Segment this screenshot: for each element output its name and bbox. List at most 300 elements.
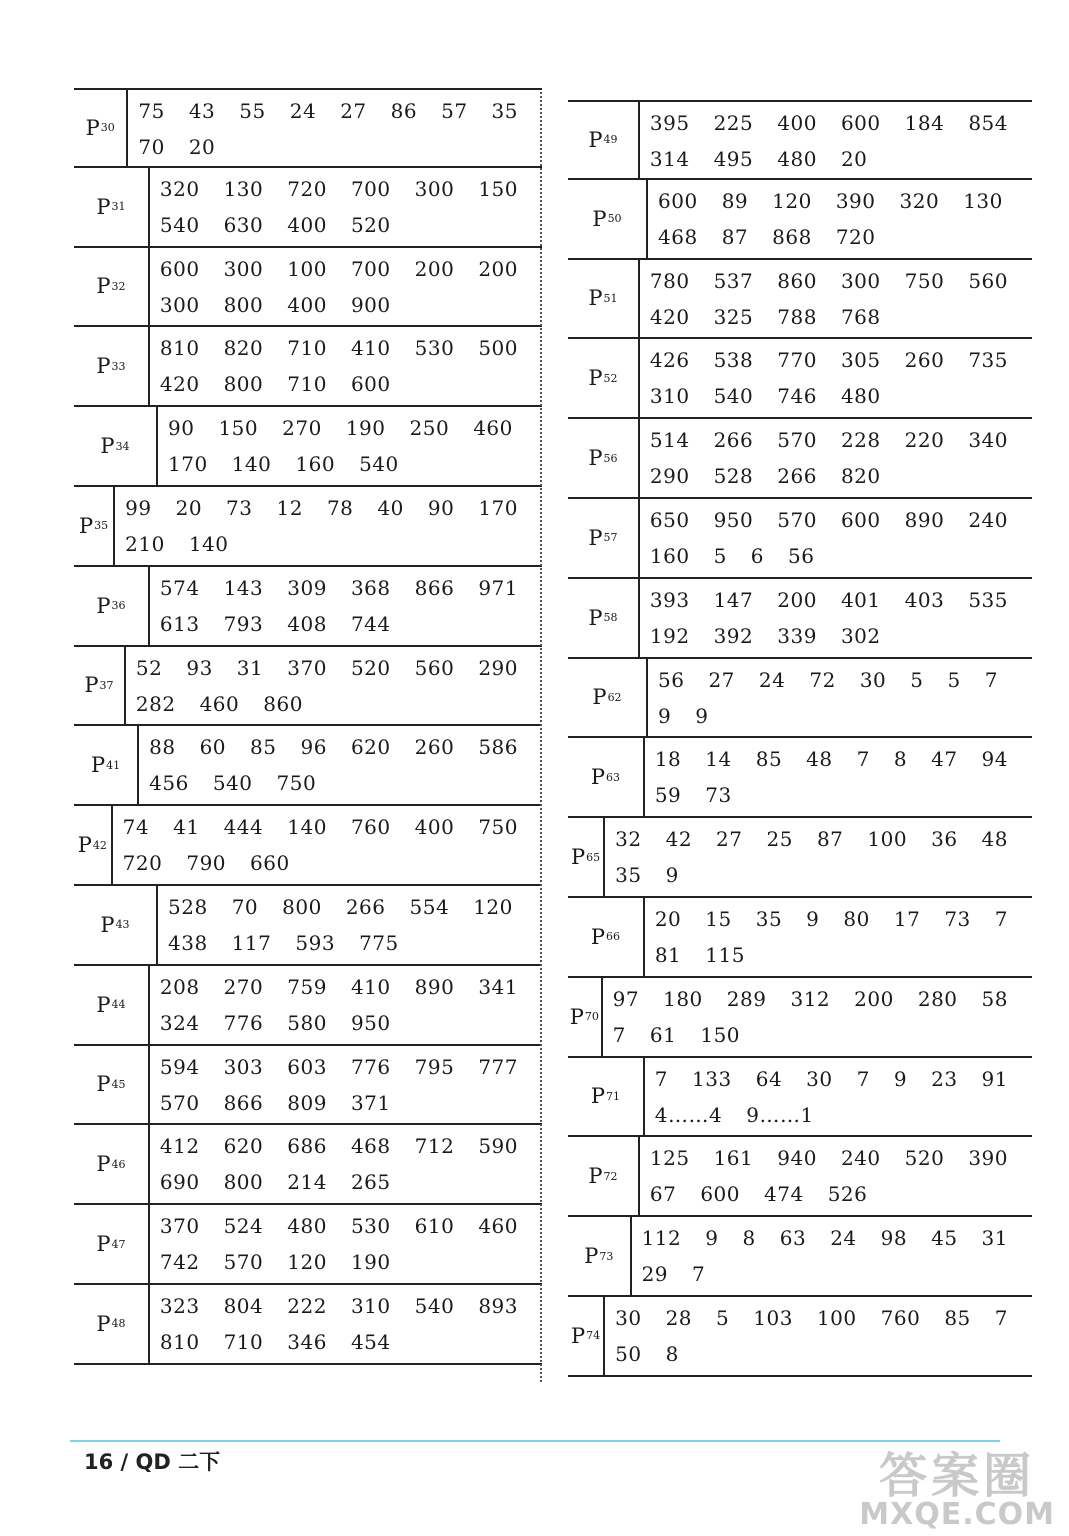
answer-value: 468 [350, 1134, 391, 1159]
answer-value: 208 [159, 974, 200, 999]
answer-value: 9 [658, 703, 672, 728]
answer-row [568, 180, 1032, 260]
answer-value: 282 [135, 691, 176, 716]
page-label [74, 886, 158, 964]
answer-value: 7 [654, 1066, 669, 1091]
answer-value: 320 [159, 176, 200, 201]
answer-values [150, 327, 542, 405]
answer-value: 266 [713, 428, 754, 453]
answer-value: 290 [478, 655, 518, 680]
answer-value: 150 [218, 416, 259, 441]
answer-value: 320 [899, 188, 940, 213]
answer-value: 97 [612, 986, 640, 1011]
answer-value: 200 [854, 986, 894, 1011]
answer-value: 650 [649, 507, 690, 532]
answer-value: 4……4 [654, 1102, 723, 1127]
answer-value: 25 [766, 827, 793, 852]
answer-value: 526 [827, 1182, 868, 1207]
answer-row [74, 1046, 542, 1126]
page-number: 63 [605, 770, 620, 784]
page-label [74, 1205, 150, 1283]
answer-value: 7 [994, 1305, 1008, 1330]
answer-line [123, 848, 542, 884]
answer-value: 200 [478, 256, 518, 281]
answer-value: 20 [654, 906, 682, 931]
answer-value: 540 [159, 212, 200, 237]
answer-value: 323 [159, 1293, 200, 1318]
answer-value: 91 [981, 1066, 1008, 1091]
page-label [568, 339, 640, 417]
answer-value: 28 [665, 1305, 693, 1330]
page-prefix: P [96, 354, 111, 379]
answer-row [568, 818, 1032, 898]
answer-value: 500 [478, 336, 518, 361]
answer-line [160, 290, 542, 326]
answer-value: 47 [931, 747, 958, 772]
answer-value: 35 [615, 863, 642, 888]
answer-row [74, 248, 542, 328]
answer-value: 710 [223, 1329, 264, 1354]
answer-value: 300 [414, 176, 455, 201]
answer-value: 793 [223, 611, 264, 636]
watermark-logo [859, 1448, 1055, 1532]
answer-line [650, 585, 1032, 621]
answer-value: 24 [289, 99, 317, 123]
page-label [568, 1217, 632, 1295]
answer-value: 403 [904, 587, 945, 612]
answer-value: 686 [287, 1134, 327, 1159]
answer-values [150, 567, 542, 645]
answer-value: 85 [944, 1305, 971, 1330]
answer-line [160, 369, 542, 405]
page-number: 45 [111, 1077, 126, 1091]
answer-line [615, 1303, 1032, 1339]
answer-line [149, 768, 542, 804]
answer-value: 401 [840, 587, 881, 612]
answer-table-right [568, 100, 1032, 1377]
column-divider [540, 92, 542, 1382]
answer-row [568, 659, 1032, 739]
answer-value: 800 [223, 292, 264, 317]
page-number: 52 [603, 371, 618, 385]
page-number: 49 [603, 133, 618, 147]
answer-line [658, 701, 1032, 737]
answer-value: 370 [287, 655, 327, 680]
page-number: 33 [111, 359, 126, 373]
answer-value: 750 [276, 771, 317, 796]
page-prefix: P [96, 1311, 111, 1336]
answer-value: 750 [904, 268, 945, 293]
page-prefix: P [96, 274, 111, 299]
answer-value: 890 [414, 974, 455, 999]
answer-value: 58 [981, 986, 1008, 1011]
answer-value: 140 [287, 815, 327, 840]
page-number: 46 [111, 1157, 126, 1171]
answer-value: 302 [840, 623, 881, 648]
answer-value: 590 [478, 1134, 518, 1159]
answer-value: 540 [414, 1293, 455, 1318]
answer-line [650, 621, 1032, 657]
page-label [568, 818, 605, 896]
answer-values [605, 818, 1032, 896]
answer-values [648, 180, 1032, 258]
answer-value: 810 [159, 336, 200, 361]
answer-row [74, 1285, 542, 1365]
answer-value: 15 [705, 906, 732, 931]
page-prefix: P [588, 446, 603, 471]
answer-value: 600 [840, 507, 881, 532]
answer-line [160, 254, 542, 290]
answer-row [74, 886, 542, 966]
answer-value: 57 [441, 99, 468, 123]
answer-value: 593 [295, 930, 336, 955]
answer-value: 64 [755, 1066, 783, 1091]
answer-line [650, 461, 1032, 497]
answer-line [650, 1143, 1032, 1179]
answer-value: 5 [716, 1305, 730, 1330]
answer-value: 710 [287, 372, 327, 397]
page-prefix: P [588, 1164, 603, 1189]
answer-value: 535 [968, 587, 1008, 612]
page-prefix: P [588, 605, 603, 630]
page-label [74, 1285, 150, 1363]
answer-value: 100 [867, 827, 908, 852]
answer-value: 610 [414, 1214, 455, 1239]
answer-line [160, 1008, 542, 1044]
answer-row [74, 88, 542, 168]
page-label [74, 1046, 150, 1124]
answer-value: 7 [984, 667, 998, 692]
answer-values [150, 1205, 542, 1283]
page-prefix: P [96, 992, 111, 1017]
answer-value: 866 [414, 575, 455, 600]
page-number: 51 [603, 291, 618, 305]
answer-value: 305 [840, 348, 881, 373]
page-label [568, 499, 640, 577]
page-prefix: P [588, 127, 603, 152]
answer-line [655, 744, 1032, 780]
answer-value: 40 [377, 495, 404, 520]
answer-value: 170 [168, 452, 208, 477]
answer-value: 250 [409, 416, 450, 441]
answer-value: 8 [742, 1226, 756, 1251]
answer-value: 950 [350, 1010, 391, 1035]
answer-value: 514 [649, 428, 690, 453]
answer-value: 240 [840, 1146, 881, 1171]
answer-value: 120 [287, 1250, 327, 1275]
answer-value: 30 [615, 1305, 642, 1330]
answer-value: 408 [287, 611, 327, 636]
answer-value: 27 [716, 827, 743, 852]
answer-value: 454 [350, 1329, 391, 1354]
answer-value: 780 [649, 268, 690, 293]
answer-value: 309 [287, 575, 327, 600]
page-label [568, 579, 640, 657]
answer-value: 760 [880, 1305, 921, 1330]
answer-value: 520 [350, 212, 391, 237]
answer-value: 260 [904, 348, 945, 373]
answer-values [640, 499, 1032, 577]
page-number: 42 [92, 838, 107, 852]
answer-value: 759 [287, 974, 327, 999]
answer-value: 89 [721, 188, 749, 213]
answer-line [125, 493, 542, 529]
answer-line [160, 972, 542, 1008]
answer-value: 495 [713, 147, 754, 171]
answer-value: 540 [713, 384, 754, 409]
answer-value: 390 [968, 1146, 1008, 1171]
answer-value: 50 [615, 1341, 642, 1366]
answer-value: 860 [777, 268, 817, 293]
answer-value: 120 [772, 188, 812, 213]
page-prefix: P [570, 1323, 586, 1348]
answer-value: 420 [649, 304, 690, 329]
page-prefix: P [96, 1152, 111, 1177]
answer-value: 190 [345, 416, 386, 441]
answer-value: 7 [692, 1262, 706, 1287]
answer-value: 12 [276, 495, 303, 520]
answer-line [650, 345, 1032, 381]
answer-value: 70 [138, 135, 165, 159]
answer-value: 712 [414, 1134, 455, 1159]
page-number: 65 [586, 850, 601, 864]
answer-line [642, 1259, 1032, 1295]
answer-row [568, 499, 1032, 579]
answer-value: 776 [223, 1010, 264, 1035]
answer-line [658, 186, 1032, 222]
page-prefix: P [100, 912, 115, 937]
answer-value: 300 [840, 268, 881, 293]
answer-value: 290 [649, 464, 690, 489]
answer-line [650, 381, 1032, 417]
answer-line [655, 1064, 1032, 1100]
answer-value: 8 [893, 747, 908, 772]
answer-value: 56 [658, 667, 685, 692]
answer-value: 42 [665, 827, 693, 852]
answer-value: 314 [649, 147, 690, 171]
answer-values [645, 898, 1032, 976]
answer-line [160, 1131, 542, 1167]
answer-line [168, 928, 542, 964]
answer-value: 70 [231, 894, 259, 919]
answer-value: 720 [287, 176, 327, 201]
answer-value: 540 [359, 452, 399, 477]
page-number: 57 [603, 531, 618, 545]
page-label [568, 978, 603, 1056]
answer-row [568, 738, 1032, 818]
answer-value: 27 [708, 667, 735, 692]
page-label [568, 738, 645, 816]
answer-line [136, 689, 542, 725]
answer-line [613, 1020, 1032, 1056]
answer-line [160, 573, 542, 609]
answer-value: 746 [777, 384, 817, 409]
answer-value: 5 [910, 667, 924, 692]
answer-value: 700 [350, 256, 391, 281]
page-number: 30 [100, 121, 115, 135]
answer-value: 100 [287, 256, 327, 281]
page-number: 70 [584, 1010, 599, 1024]
page-prefix: P [590, 765, 605, 790]
answer-value: 520 [350, 655, 391, 680]
page-label [568, 659, 648, 737]
answer-value: 31 [236, 655, 264, 680]
answer-value: 6 [750, 543, 765, 568]
answer-line [149, 732, 542, 768]
answer-row [74, 487, 542, 567]
answer-line [160, 210, 542, 246]
page-prefix: P [100, 434, 115, 459]
answer-value: 35 [491, 99, 518, 123]
answer-values [158, 886, 542, 964]
answer-value: 395 [649, 111, 690, 135]
answer-values [603, 978, 1032, 1056]
answer-value: 73 [944, 906, 971, 931]
page-number: 32 [111, 279, 126, 293]
answer-value: 620 [350, 735, 391, 760]
answer-value: 530 [350, 1214, 391, 1239]
answer-value: 528 [168, 894, 208, 919]
answer-value: 412 [159, 1134, 200, 1159]
page-number: 62 [607, 690, 622, 704]
page-number: 71 [605, 1089, 620, 1103]
answer-value: 73 [226, 495, 253, 520]
answer-value: 528 [713, 464, 754, 489]
answer-row [74, 407, 542, 487]
answer-values [126, 647, 542, 725]
answer-line [136, 653, 542, 689]
page-prefix: P [588, 366, 603, 391]
answer-value: 56 [788, 543, 815, 568]
answer-value: 99 [125, 495, 152, 520]
answer-value: 300 [223, 256, 264, 281]
answer-value: 594 [159, 1054, 200, 1079]
answer-values [640, 260, 1032, 338]
answer-line [650, 425, 1032, 461]
answer-value: 370 [159, 1214, 200, 1239]
answer-values [645, 738, 1032, 816]
answer-value: 170 [478, 495, 518, 520]
page-number: 43 [115, 918, 130, 932]
answer-line [655, 940, 1032, 976]
answer-value: 800 [223, 372, 264, 397]
answer-line [650, 266, 1032, 302]
answer-values [150, 966, 542, 1044]
answer-row [568, 579, 1032, 659]
page-label [568, 898, 645, 976]
answer-value: 20 [175, 495, 203, 520]
answer-value: 222 [287, 1293, 327, 1318]
page-prefix: P [584, 1244, 599, 1269]
answer-value: 744 [350, 611, 391, 636]
answer-value: 860 [263, 691, 303, 716]
answer-value: 266 [777, 464, 817, 489]
answer-value: 9 [665, 863, 679, 888]
answer-value: 554 [409, 894, 450, 919]
answer-row [568, 339, 1032, 419]
answer-line [650, 302, 1032, 338]
answer-value: 603 [287, 1054, 327, 1079]
answer-line [160, 1291, 542, 1327]
answer-value: 700 [350, 176, 391, 201]
answer-value: 133 [692, 1066, 732, 1091]
answer-value: 420 [159, 372, 200, 397]
answer-values [150, 1285, 542, 1363]
page-prefix: P [571, 845, 586, 870]
answer-value: 750 [478, 815, 518, 840]
answer-value: 214 [287, 1170, 327, 1195]
page-label [74, 806, 113, 884]
answer-value: 85 [250, 735, 277, 760]
answer-value: 220 [904, 428, 945, 453]
answer-values [150, 248, 542, 326]
page-number: 72 [603, 1169, 618, 1183]
answer-value: 52 [135, 655, 163, 680]
answer-values [115, 487, 542, 565]
answer-value: 474 [764, 1182, 804, 1207]
answer-value: 480 [777, 147, 817, 171]
answer-value: 854 [968, 111, 1008, 135]
answer-value: 800 [282, 894, 322, 919]
page-number: 35 [94, 519, 109, 533]
answer-value: 971 [478, 575, 518, 600]
answer-values [605, 1297, 1032, 1375]
answer-value: 27 [340, 99, 367, 123]
answer-value: 560 [968, 268, 1008, 293]
page-number: 31 [111, 200, 126, 214]
page-number: 66 [605, 930, 620, 944]
page-prefix: P [96, 593, 111, 618]
answer-line [658, 665, 1032, 701]
answer-value: 866 [223, 1090, 264, 1115]
answer-value: 538 [713, 348, 754, 373]
page-label [74, 966, 150, 1044]
answer-value: 200 [414, 256, 455, 281]
answer-value: 115 [705, 942, 745, 967]
answer-value: 90 [168, 416, 195, 441]
answer-row [568, 419, 1032, 499]
answer-value: 570 [159, 1090, 200, 1115]
answer-values [640, 579, 1032, 657]
answer-value: 303 [223, 1054, 264, 1079]
answer-value: 55 [239, 99, 266, 123]
page-label [568, 102, 640, 178]
answer-value: 86 [390, 99, 418, 123]
answer-value: 392 [713, 623, 754, 648]
answer-value: 820 [840, 464, 881, 489]
answer-value: 460 [473, 416, 513, 441]
answer-value: 60 [199, 735, 227, 760]
answer-value: 120 [473, 894, 513, 919]
answer-value: 371 [350, 1090, 391, 1115]
answer-line [160, 1211, 542, 1247]
answer-table-left [74, 88, 542, 1365]
answer-row [568, 978, 1032, 1058]
page-number: 73 [599, 1249, 614, 1263]
answer-value: 586 [478, 735, 518, 760]
answer-value: 98 [880, 1226, 908, 1251]
answer-value: 426 [649, 348, 690, 373]
page-label [74, 327, 150, 405]
answer-value: 36 [931, 827, 958, 852]
answer-value: 775 [359, 930, 399, 955]
answer-value: 43 [188, 99, 216, 123]
answer-value: 20 [188, 135, 216, 159]
answer-line [160, 1052, 542, 1088]
answer-value: 480 [840, 384, 881, 409]
answer-row [74, 806, 542, 886]
answer-value: 410 [350, 974, 391, 999]
